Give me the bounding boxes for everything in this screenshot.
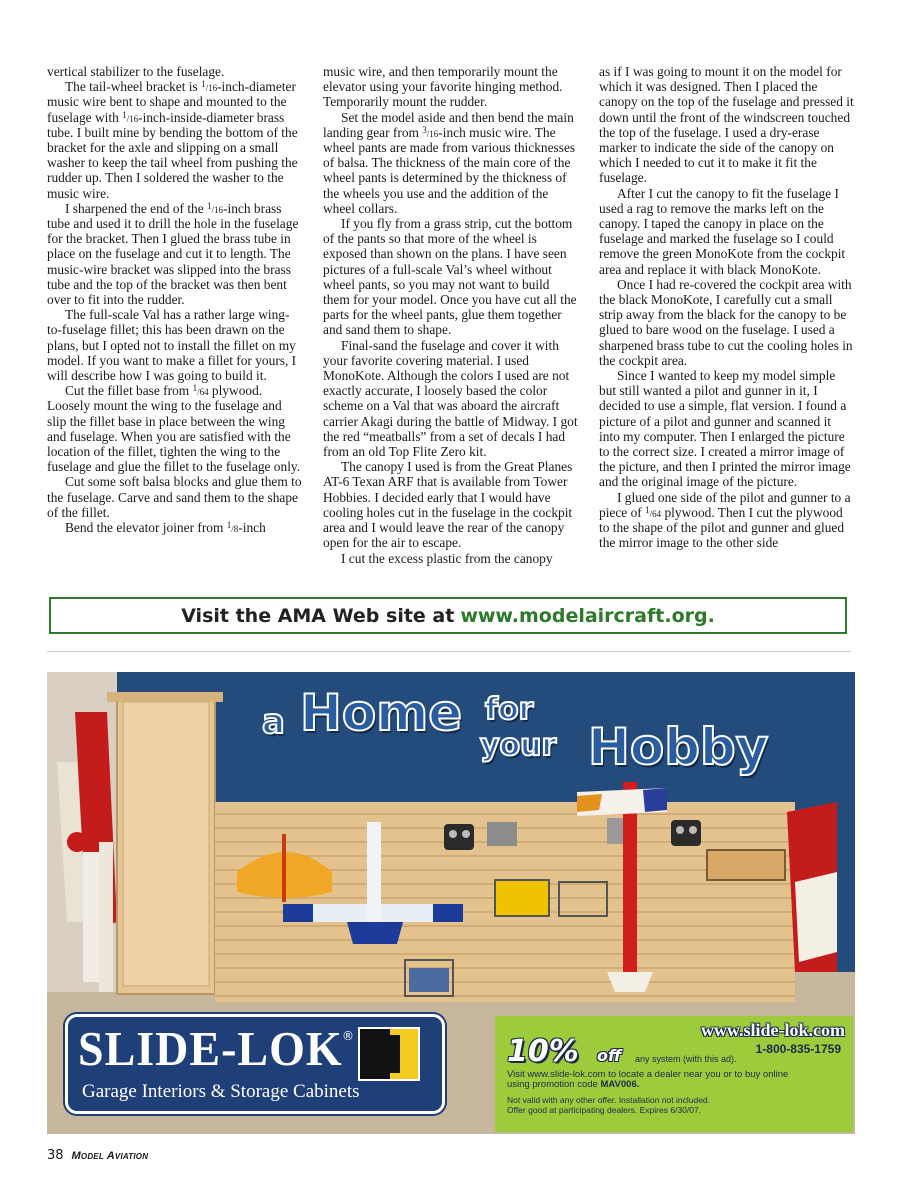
slide-lok-logo <box>65 1014 445 1114</box>
promo-any-system: any system (with this ad). <box>635 1054 737 1064</box>
transmitter-1 <box>444 824 474 850</box>
engine-1 <box>487 822 517 846</box>
article-column-1 <box>47 64 303 576</box>
promo-visit-text: Visit www.slide-lok.com to locate a dealer near you or to buy online <box>507 1069 789 1080</box>
article-paragraph: music wire, and then temporarily mount the elevator using your favorite hinging method. Temporarily mount the rudder. <box>323 64 563 110</box>
headline-hobby: Hobby <box>588 718 769 776</box>
ad-headline <box>262 684 822 804</box>
promo-phone: 1-800-835-1759 <box>755 1042 841 1056</box>
slide-lok-advertisement[interactable] <box>47 672 855 1134</box>
article-paragraph: as if I was going to mount it on the model for which it was designed. Then I placed the canopy on the top of the fuselage and pressed it down until the front of the windscreen touched the top of the fuselage. I used a dry-erase marker to indicate the side of the canopy on which I needed to cut it to make it fit the fuselage. <box>599 64 854 186</box>
article-column-3 <box>599 64 855 576</box>
tool-tray <box>707 850 785 880</box>
headline-for: for <box>485 692 534 727</box>
article-paragraph: Set the model aside and then bend the main landing gear from $^3$/16-inch music wire. The wheel pants are made from various thicknesses of balsa. The thickness of the main core of the wheel pants is determined by the thickness of the wheels you use and the addition of the wheel collars. <box>323 109 576 216</box>
promo-code-line <box>507 1079 639 1090</box>
divider <box>47 651 851 652</box>
banner-text: Visit the AMA Web site at <box>181 604 455 627</box>
article-paragraph: vertical stabilizer to the fuselage. <box>47 64 225 79</box>
logo-mark-icon <box>358 1027 420 1081</box>
logo-name: SLIDE-LOK <box>78 1022 343 1076</box>
article-paragraph: Since I wanted to keep my model simple but still wanted a pilot and gunner in it, I decided to use a simple, flat version. I found a picture of a pilot and gunner and scanned it into my computer. Then I enlarged the picture to the correct size. I created a mirror image of the picture, and then I printed the mirror image and the original image of the picture. <box>599 368 851 490</box>
banner-link[interactable]: www.modelaircraft.org. <box>460 604 715 627</box>
article-paragraph: The tail-wheel bracket is $^1$/16-inch-diameter music wire bent to shape and mounted to the fuselage with $^1$/16-inch-inside-diameter brass tube. I built mine by bending the bottom of the bracket for the axle and slipping on a small washer to keep the tail wheel from pushing the rudder up. Then I soldered the washer to the music wire. <box>47 79 298 201</box>
article-paragraph: Bend the elevator joiner from $^1$/8-inch <box>65 520 266 536</box>
cabinet-top <box>107 692 223 702</box>
rolled-plans-1 <box>83 852 99 982</box>
article-paragraph: I cut the excess plastic from the canopy <box>341 550 553 566</box>
transmitter-2 <box>671 820 701 846</box>
article-paragraph: The full-scale Val has a rather large wing-to-fuselage fillet; this has been drawn on the plans, but I opted not to install the fillet on my model. If you want to make a fillet for yours, I will describe how I was going to build it. <box>47 307 297 384</box>
article-paragraph: Cut some soft balsa blocks and glue them to the fuselage. Carve and sand them to the shape of the fillet. <box>47 474 302 520</box>
article-paragraph: I glued one side of the pilot and gunner to a piece of $^1$/64 plywood. Then I cut the plywood to the shape of the pilot and gunner and glued the mirror image to the other side <box>599 489 851 551</box>
ama-website-banner <box>49 597 847 634</box>
article-paragraph: Final-sand the fuselage and cover it with your favorite covering material. I used MonoKote. Although the colors I used are not exactly accurate, I loosely based the color scheme on a Val that was aboard the aircraft carrier Akagi during the battle of Midway. I got the red “meatballs” from a set of decals I had from an old Top Flite Zero kit. <box>323 337 578 460</box>
headline-your: your <box>480 728 557 763</box>
article-paragraph: Once I had re-covered the cockpit area with the black MonoKote, I carefully cut a small strip away from the black for the canopy to be glued to bare wood on the fuselage. I used a sharpened brass tube to cut the cooling holes in the cockpit area. <box>599 276 853 368</box>
article-paragraph: The canopy I used is from the Great Planes AT-6 Texan ARF that is available from Tower Hobbies. I decided early that I would have cooling holes cut in the fuselage in the cockpit area and I would leave the rear of the canopy open for the air to escape. <box>323 459 573 551</box>
logo-tagline: Garage Interiors & Storage Cabinets <box>82 1081 360 1102</box>
headline-a: a <box>262 702 285 742</box>
promo-off: off <box>597 1046 622 1065</box>
article-paragraph: I sharpened the end of the $^1$/16-inch brass tube and used it to drill the hole in the fuselage for the bracket. Then I glued the brass tube in place on the fuselage and cut it to length. The music-wire bracket was slipped into the brass tube and the top of the bracket was then bent over to fit into the rudder. <box>47 200 299 308</box>
magazine-name: Model Aviation <box>71 1150 149 1162</box>
registered-mark: ® <box>342 1029 354 1043</box>
article-columns <box>47 64 855 576</box>
article-paragraph: Cut the fillet base from $^1$/64 plywood. Loosely mount the wing to the fuselage and slip the fillet base in place between the wing and fuselage. When you are satisfied with the location of the fillet, tighten the wing to the fuselage and glue the fillet to the fuselage only. <box>47 383 301 475</box>
promo-percent: 10% <box>507 1034 579 1069</box>
promo-code: MAV006. <box>600 1079 640 1090</box>
wing-roundel <box>67 832 87 852</box>
fine-print-2: Offer good at participating dealers. Expires 6/30/07. <box>507 1104 702 1115</box>
promo-code-label: using promotion code <box>507 1079 601 1090</box>
headline-home: Home <box>300 684 463 742</box>
article-paragraph: If you fly from a grass strip, cut the bottom of the pants so that more of the wheel is exposed than shown on the plans. I have seen pictures of a full-scale Val’s wheel without wheel pants, so you may not want to build them for your model. Once you have cut all the parts for the wheel pants, glue them together and sand them to shape. <box>323 216 577 338</box>
promo-box <box>495 1016 853 1132</box>
page-footer <box>47 1148 148 1166</box>
promo-fine-print <box>507 1096 710 1115</box>
promo-url-link[interactable]: www.slide-lok.com <box>701 1020 845 1040</box>
page-number: 38 <box>47 1148 64 1163</box>
article-paragraph: After I cut the canopy to fit the fuselage I used a rag to remove the marks left on the canopy. I taped the canopy in place on the fuselage and marked the fuselage so I could remove the green MonoKote from the cockpit area and replace it with black MonoKote. <box>599 185 846 277</box>
article-column-2 <box>323 64 579 576</box>
fine-print-1: Not valid with any other offer. Installation not included. <box>507 1095 711 1105</box>
rolled-plans-2 <box>99 842 113 992</box>
field-box <box>495 880 549 916</box>
